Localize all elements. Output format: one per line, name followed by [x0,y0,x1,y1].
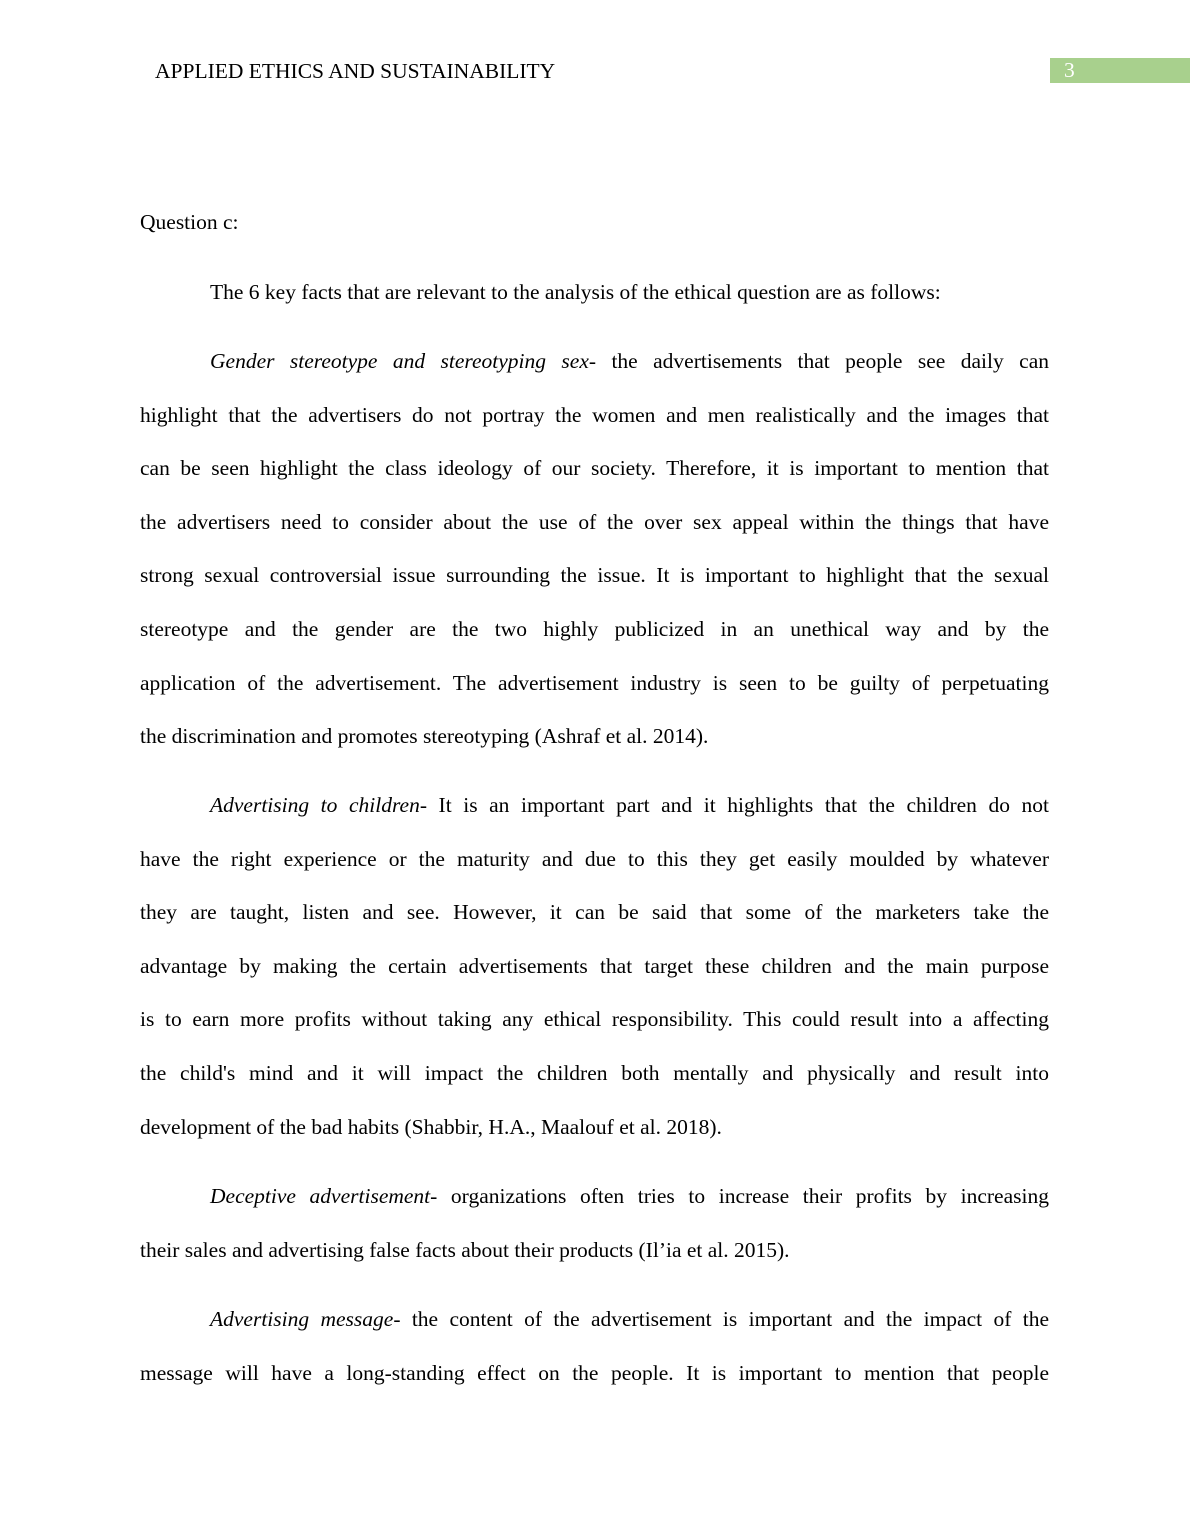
paragraph-line [140,442,1049,496]
line-text: stereotype and the gender are the two highly publicized in an unethical way and by the [140,616,1049,641]
paragraph-line [140,833,1049,887]
line-text: advantage by making the certain advertisements that target these children and the main purpose [140,953,1049,978]
paragraph-line [140,710,1049,764]
paragraph-line [140,657,1049,711]
paragraph-line [140,1347,1049,1401]
paragraph-line [140,993,1049,1047]
paragraph-lead: Advertising message- [210,1307,401,1331]
paragraph-line [140,779,1049,833]
line-text: is to earn more profits without taking any ethical responsibility. This could result into a affecting [140,1007,1049,1032]
running-header: APPLIED ETHICS AND SUSTAINABILITY [155,59,556,83]
paragraph-line [140,335,1049,389]
paragraph-line [140,389,1049,443]
paragraph-line [140,1047,1049,1101]
line-text: their sales and advertising false facts about their products (Il’ia et al. 2015). [140,1237,790,1262]
line-text: It is an important part and it highlights that the children do not [426,793,1049,817]
line-text: the content of the advertisement is important and the impact of the [400,1307,1049,1331]
paragraph-line [140,1170,1049,1224]
line-text: the child's mind and it will impact the children both mentally and physically and result into [140,1060,1049,1085]
paragraph-line [140,940,1049,994]
paragraph-gender-stereotype [140,335,1049,764]
paragraph-lead: Deceptive advertisement- [210,1184,438,1208]
paragraph-line [140,1224,1049,1278]
line-text: message will have a long-standing effect on the people. It is important to mention that people [140,1360,1049,1385]
paragraph-line [140,1293,1049,1347]
paragraph-line [140,549,1049,603]
paragraph-line [140,1101,1049,1155]
paragraph-advertising-children [140,779,1049,1154]
line-text: organizations often tries to increase their profits by increasing [437,1184,1049,1208]
line-text: highlight that the advertisers do not portray the women and men realistically and the images that [140,402,1049,427]
line-text: have the right experience or the maturity and due to this they get easily moulded by whatever [140,846,1049,871]
question-heading [140,196,1049,250]
line-text: the advertisers need to consider about the use of the over sex appeal within the things that have [140,509,1049,534]
intro-text: The 6 key facts that are relevant to the analysis of the ethical question are as follows: [210,280,941,304]
line-text: strong sexual controversial issue surrounding the issue. It is important to highlight that the sexual [140,563,1049,588]
heading-text: Question c: [140,210,239,234]
paragraph-line [140,496,1049,550]
paragraph-lead: Advertising to children- [210,793,427,817]
intro-paragraph [140,266,1049,320]
line-text: development of the bad habits (Shabbir, H.A., Maalouf et al. 2018). [140,1114,722,1139]
line-text: the advertisements that people see daily can [596,349,1049,373]
paragraph-lead: Gender stereotype and stereotyping sex- [210,349,597,373]
page-number: 3 [1050,58,1190,83]
paragraph-line [140,886,1049,940]
line-text: application of the advertisement. The advertisement industry is seen to be guilty of perpetuating [140,670,1049,695]
paragraph-deceptive-advertisement [140,1170,1049,1277]
line-text: they are taught, listen and see. However, it can be said that some of the marketers take the [140,900,1049,925]
line-text: can be seen highlight the class ideology of our society. Therefore, it is important to mention that [140,456,1049,481]
paragraph-advertising-message [140,1293,1049,1400]
line-text: the discrimination and promotes stereotyping (Ashraf et al. 2014). [140,724,709,749]
paragraph-line [140,603,1049,657]
